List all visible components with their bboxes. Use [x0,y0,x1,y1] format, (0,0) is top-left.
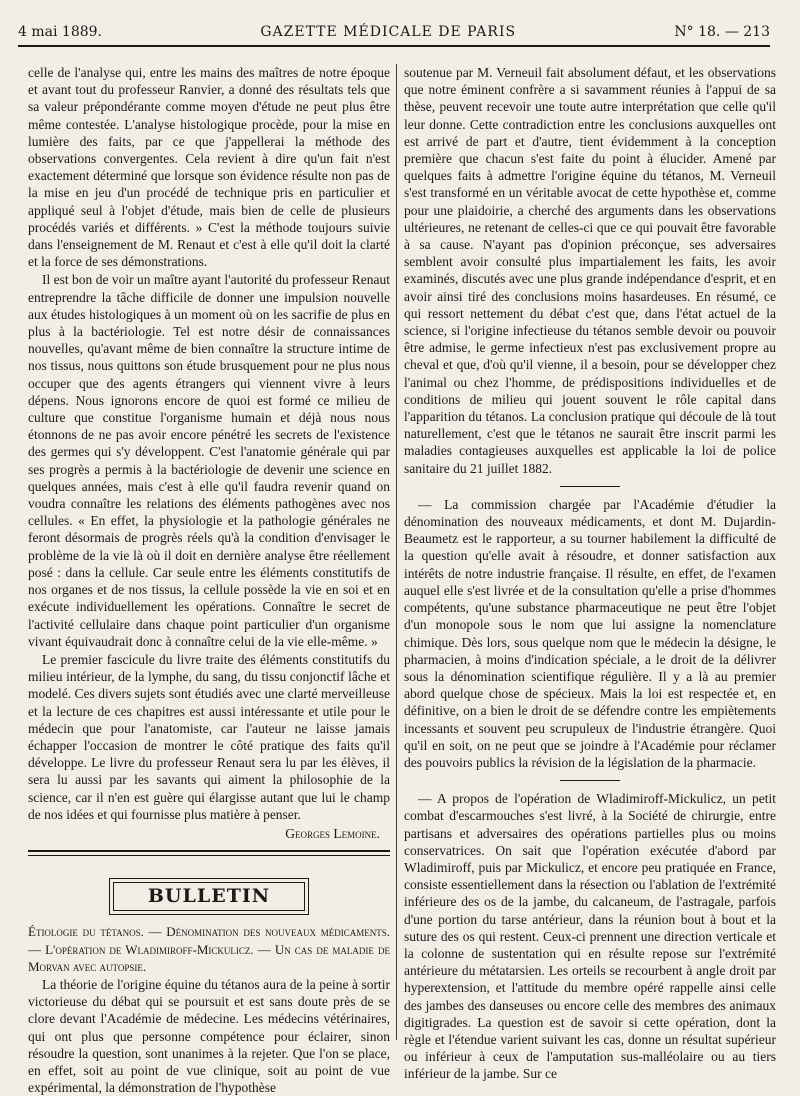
bulletin-heading-box [109,878,309,915]
left-paragraph-1: celle de l'analyse qui, entre les mains des maîtres de notre époque et avant tout du professeur Ranvier, a donné des résultats tels que sa valeur prépondérante comme moyen d'étude ne peut plus être même contestée. L'analyse histologique procède, pour la mise en lumière des faits, par ce que j'appellerai la méthode des observations convergentes. Cela revient à dire qu'un fait n'est exactement déterminé que lorsque son évidence résulte non pas de la mise en jeu d'un procédé de technique pris en particulier et appliqué seul à l'objet d'étude, mais bien de celle de plusieurs procédés variés et différents. » C'est la méthode toujours suivie dans l'enseignement de M. Renaut et c'est à elle qu'il doit la clarté et la force de ses démonstrations. [28,65,390,270]
right-paragraph-3: — A propos de l'opération de Wladimiroff-Mickulicz, un petit combat d'escarmouches s'est livré, à la Société de chirurgie, entre partisans et adversaires des opérations partielles plus ou moins conservatrices. On sait que l'opération exécutée d'abord par Wladimiroff, puis par Mickulicz, et encore peu pratiquée en France, consiste essentiellement dans la résection ou l'ablation de l'extrémité inférieure des os de la jambe, du calcaneum, de l'astragale, parfois d'une portion du tarse antérieur, dans la réunion bout à bout et la suture des os qui restent. Ceux-ci prennent une direction verticale et la colonne de sustentation qui en résulte repose sur l'extrémité antérieure du métatarsien. Les orteils se recourbent à angle droit par hyperextension, et l'attitude du membre opéré rappelle ainsi celle des jambes des danseuses ou encore celle des membres des animaux digitigrades. La question est de savoir si cette opération, dont la règle et l'étendue varient suivant les cas, donne un résultat supérieur ou inférieur à ceux de l'amputation sus-malléolaire ou au tiers inférieur de la jambe. Sur ce [404,791,776,1082]
left-paragraph-4: La théorie de l'origine équine du tétanos aura de la peine à sortir victorieuse du débat qui se poursuit et est sans doute près de se clore devant l'Académie de médecine. Les médecins vétérinaires, qui ont plus que personne compétence pour éclairer, sinon résoudre la question, sont unanimes à la rejeter. Que l'on se place, en effet, soit au point de vue clinique, soit au point de vue expérimental, la démonstration de l'hypothèse [28,976,390,1096]
left-column [28,64,390,1096]
page-number: N° 18. — 213 [674,24,770,40]
section-rule-thin [28,855,390,856]
left-paragraph-2: Il est bon de voir un maître ayant l'autorité du professeur Renaut entreprendre la tâche difficile de donner une impulsion nouvelle aux études histologiques à un moment où on les sacrifie de plus en plus à la bactériologie. Tel est notre désir de connaissances nouvelles, qu'avant même de bien connaître la structure intime de nos tissus, nous quittons son étude brusquement pour ne plus nous occuper que des agents étrangers qui viennent vivre à leurs dépens. Nous ignorons encore de quoi est formé ce milieu de culture que constitue l'organisme humain et déjà nous nous étonnons de ne pas avoir encore pénétré les secrets de l'existence des germes qui s'y développent. C'est l'anatomie générale qui par ses progrès a permis à la bactériologie de devenir une science en quelques années, mais c'est à elle qu'il faudra revenir quand on voudra connaître les relations des éléments pathogènes avec nos cellules. « En effet, la physiologie et la pathologie générales ne feront désormais de progrès réels qu'à la condition d'envisager le problème de la vie là où il doit en dernière analyse être réellement posé : dans la cellule. Car seule entre les éléments constitutifs de nos organes et de nos tissus, la cellule possède la vie en soi et en exécute individuellement les opérations. Connaître le secret de l'activité cellulaire dans chaque point particulier d'un organisme vivant équivaudrait donc à connaître celui de la vie elle-même. » [28,272,390,649]
journal-title: GAZETTE MÉDICALE DE PARIS [260,24,517,40]
bulletin-title: BULLETIN [113,882,305,911]
section-rule [28,850,390,852]
page-header [18,22,770,42]
author-signature: Georges Lemoine. [285,825,380,841]
right-paragraph-2: — La commission chargée par l'Académie d'étudier la dénomination des nouveaux médicaments, et dont M. Dujardin-Beaumetz est le rapporteur, a su tourner habilement la difficulté de la question qu'elle avait à résoudre, et donner satisfaction aux intérêts de notre industrie française. Il résulte, en effet, de l'examen auquel elle s'est livrée et de la consultation qu'elle a prise d'hommes compétents, qu'une substance pharmaceutique ne peut être l'objet d'un monopole sous le nom que lui assigne la nomenclature chimique. Dès lors, sous quelque nom que le médecin la désigne, le pharmacien, à moins d'indication spéciale, a le droit de la délivrer sous la dénomination scientifique régulière. Il y a là au premier abord quelque chose de spécieux. Mais la loi est respectée et, en définitive, on a bien le droit de se défendre contre les empiètements incessants et souvent peu scrupuleux de l'industrie étrangère. Quoi qu'il en soit, on ne peut que se joindre à l'Académie pour réclamer des pouvoirs publics la révision de la législation de la pharmacie. [404,496,776,770]
paragraph-separator [560,486,620,487]
right-column [404,64,776,1083]
column-divider [396,64,397,1040]
left-paragraph-3: Le premier fascicule du livre traite des éléments constitutifs du milieu intérieur, de la lymphe, du sang, du tissu conjonctif lâche et modelé. Ces divers sujets sont étudiés avec une clarté merveilleuse et la lecture de ces chapitres est aussi intéressante et utile pour le médecin que pour l'anatomiste, car l'auteur ne laisse jamais échapper l'occasion de montrer le côté pratique des faits qu'il développe. Le livre du professeur Renaut sera lu par les élèves, il sera lu aussi par les savants qui aiment la philosophie de la science, car il n'en est guère qui élargisse autant que lui le champ de nos idées et qui fournisse plus matière à penser. [28,651,390,822]
right-paragraph-1: soutenue par M. Verneuil fait absolument défaut, et les observations que notre éminent confrère a si savamment réunies à l'appui de sa thèse, peuvent recevoir une toute autre interprétation que celle qu'il leur donne. Cette contradiction entre les conclusions auxquelles ont est arrivé de part et d'autre, tient évidemment à la conception première que chacun s'est faite du point à élucider. Amené par quelques faits à admettre l'origine équine du tétanos, M. Verneuil s'est transformé en un véritable avocat de cette hypothèse et, comme pour une plaidoirie, a cherché des arguments dans les observations ultérieures, ne retenant de celles-ci que ce qui pouvait être favorable à sa cause. N'ayant pas d'opinion préconçue, ses adversaires semblent avoir consulté plus impartialement les faits, les avoir examinés, discutés avec une plus grande indépendance d'esprit, et en avoir ainsi tiré des conclusions moins hasardeuses. En résumé, ce qui ressort nettement du débat c'est que, dans l'état actuel de la science, si l'origine infectieuse du tétanos semble devoir ou pouvoir être admise, le germe infectieux n'est pas exclusivement propre au cheval et que, d'où qu'il vienne, il a besoin, pour se développer chez l'animal ou chez l'homme, de prédispositions individuelles et de conditions de milieu qui jouent souvent le rôle capital dans l'apparition du tétanos. La conclusion pratique qui découle de là tout naturellement, c'est que le tétanos ne saurait être inscrit parmi les maladies contagieuses auxquelles est applicable la loi de police sanitaire du 21 juillet 1882. [404,65,776,476]
header-rule [18,45,770,47]
paragraph-separator [560,780,620,781]
issue-date: 4 mai 1889. [18,24,102,40]
bulletin-summary: Étiologie du tétanos. — Dénomination des nouveaux médicaments. — L'opération de Wladimiroff-Mickulicz. — Un cas de maladie de Morvan avec autopsie. [28,924,390,974]
